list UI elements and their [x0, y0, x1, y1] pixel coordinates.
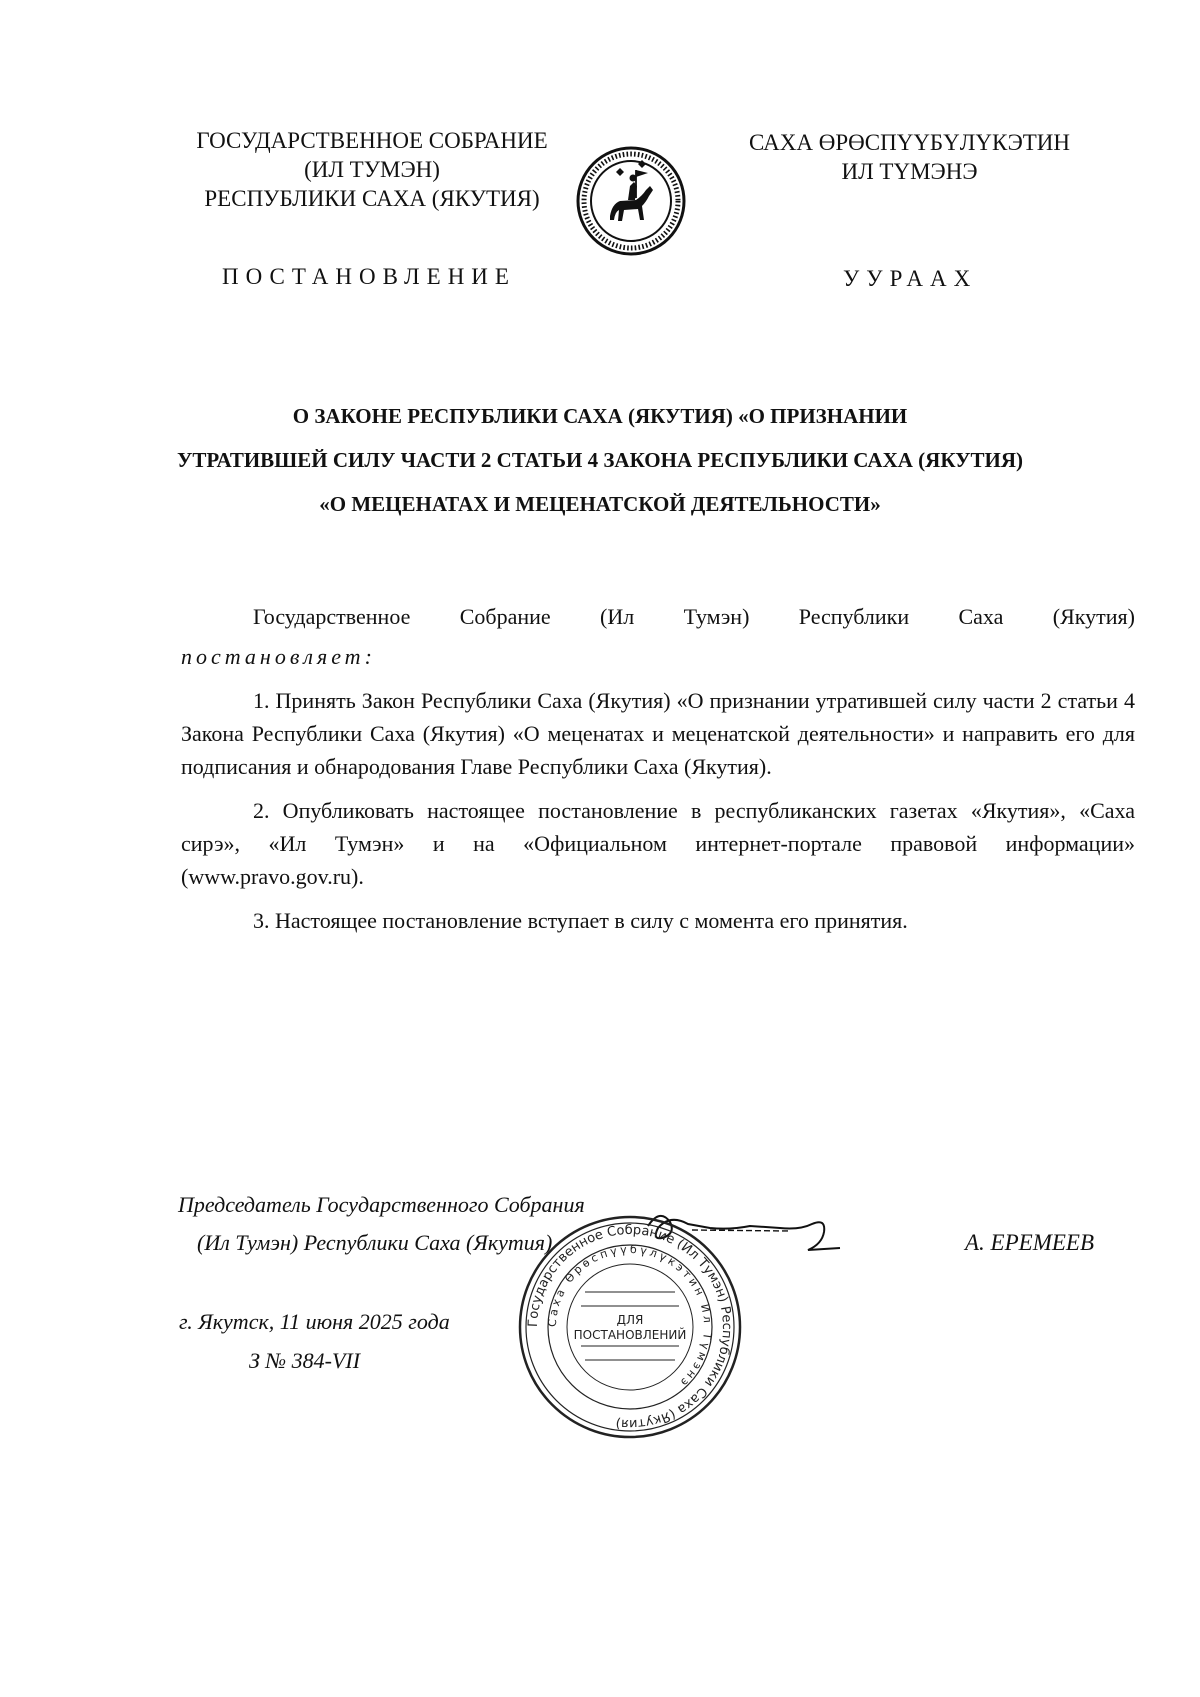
seal-center-line-1: ДЛЯ: [616, 1313, 644, 1327]
header-ru-line: ГОСУДАРСТВЕННОЕ СОБРАНИЕ: [196, 128, 548, 153]
decides-word: постановляет:: [181, 644, 376, 669]
signatory-name: А. ЕРЕМЕЕВ: [965, 1230, 1095, 1255]
document-number: З № 384-VII: [249, 1348, 361, 1373]
header-sakha-line: САХА ӨРӨСПҮҮБҮЛҮКЭТИН: [748, 130, 1071, 155]
header-sakha: [722, 128, 1097, 186]
header-sakha-line: ИЛ ТҮМЭНЭ: [841, 159, 978, 184]
header-ru-line: (ИЛ ТУМЭН): [304, 157, 440, 182]
seal-center-line-2: ПОСТАНОВЛЕНИЙ: [573, 1328, 687, 1342]
document-title: [150, 394, 1050, 526]
item-paragraph: 2. Опубликовать настоящее постановление в республиканских газетах «Якутия», «Саха сирэ», «Ил Тумэн» и на «Официальном интернет-портале правовой информации» (www.pravo.gov.ru).: [181, 798, 1135, 889]
seal-ring-inner: Саха Өрөспүүбүлүкэтин Ил Түмэнэ: [545, 1242, 715, 1391]
official-seal: [515, 1212, 745, 1442]
place-date: г. Якутск, 11 июня 2025 года: [179, 1309, 450, 1334]
decision-line: [181, 640, 1135, 673]
doc-type-russian: ПОСТАНОВЛЕНИЕ: [222, 264, 516, 289]
item-paragraph: 1. Принять Закон Республики Саха (Якутия) «О признании утратившей силу части 2 статьи 4 Закона Республики Саха (Якутия) «О меценатах и меценатской деятельности» и направить его для подписания и обнародования Главе Республики Саха (Якутия).: [181, 688, 1135, 779]
coat-of-arms-icon: [576, 146, 686, 256]
title-line: «О МЕЦЕНАТАХ И МЕЦЕНАТСКОЙ ДЕЯТЕЛЬНОСТИ»: [319, 492, 881, 516]
title-line: УТРАТИВШЕЙ СИЛУ ЧАСТИ 2 СТАТЬИ 4 ЗАКОНА РЕСПУБЛИКИ САХА (ЯКУТИЯ): [176, 448, 1024, 472]
signatory-position-line-1: Председатель Государственного Собрания: [178, 1192, 585, 1217]
seal-ring-outer: Государственное Собрание (Ил Тумэн) Республики Саха (Якутия): [525, 1222, 735, 1432]
signatory-position-line-2: (Ил Тумэн) Республики Саха (Якутия): [197, 1230, 553, 1255]
document-body: [181, 600, 1135, 948]
preamble: Государственное Собрание (Ил Тумэн) Республики Саха (Якутия): [253, 604, 1135, 629]
doc-type-sakha: УУРААХ: [843, 266, 978, 291]
item-paragraph: 3. Настоящее постановление вступает в силу с момента его принятия.: [253, 908, 908, 933]
header-russian: [170, 126, 574, 213]
title-line: О ЗАКОНЕ РЕСПУБЛИКИ САХА (ЯКУТИЯ) «О ПРИЗНАНИИ: [292, 404, 908, 428]
header-ru-line: РЕСПУБЛИКИ САХА (ЯКУТИЯ): [204, 186, 540, 211]
